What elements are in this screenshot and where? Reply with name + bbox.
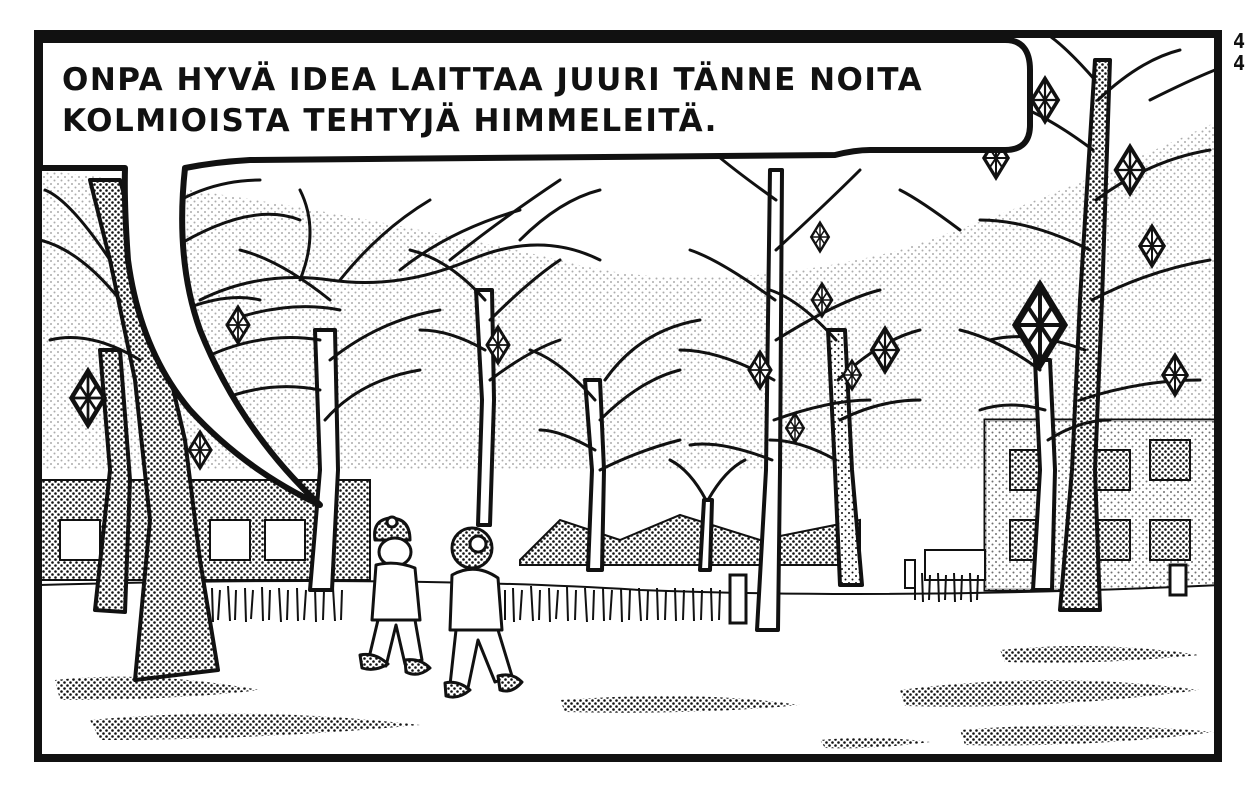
speech-line-1: ONPA HYVÄ IDEA LAITTAA JUURI TÄNNE NOITA (62, 62, 924, 98)
page-number-digit-2: 4 (1232, 51, 1246, 75)
speech-line-2: KOLMIOISTA TEHTYJÄ HIMMELEITÄ. (62, 103, 718, 139)
speech-balloon-text (62, 60, 1012, 142)
post-small (905, 560, 915, 588)
trash-bin (730, 575, 746, 623)
page-number-digit-1: 4 (1232, 29, 1246, 53)
post (1170, 565, 1186, 595)
page-number (1229, 30, 1249, 74)
